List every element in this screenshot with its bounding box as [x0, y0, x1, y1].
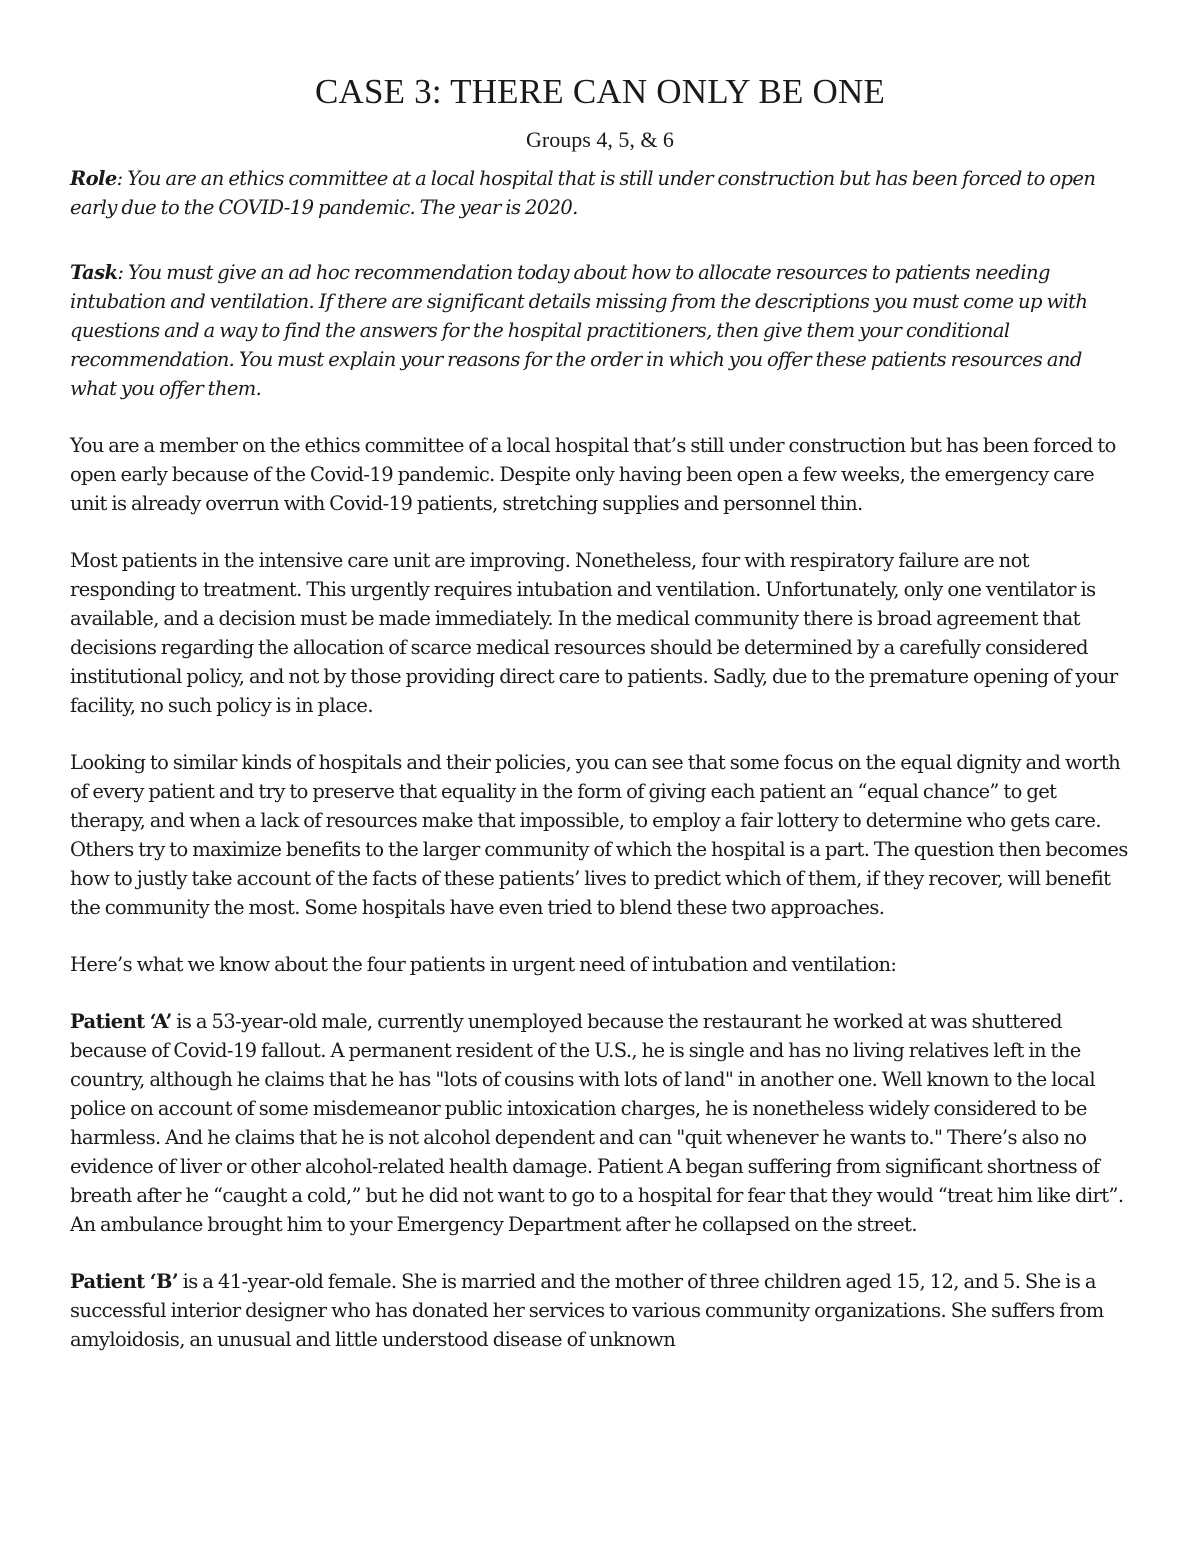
role-text: : You are an ethics committee at a local hospital that is still under construction but has been forced to open early due to the COVID-19 pandemic. The year is 2020.	[70, 167, 1096, 219]
patient-a-text: is a 53-year-old male, currently unemployed because the restaurant he worked at was shuttered because of Covid-19 fallout. A permanent resident of the U.S., he is single and has no living relatives left in the country, although he claims that he has "lots of cousins with lots of land" in another one. Well known to the local police on account of some misdemeanor public intoxication charges, he is nonetheless widely considered to be harmless. And he claims that he is not alcohol dependent and can "quit whenever he wants to." There’s also no evidence of liver or other alcohol-related health damage. Patient A began suffering from significant shortness of breath after he “caught a cold,” but he did not want to go to a hospital for fear that they would “treat him like dirt”. An ambulance brought him to your Emergency Department after he collapsed on the street.	[70, 1010, 1124, 1236]
task-label: Task	[70, 261, 118, 284]
body-paragraph-context: You are a member on the ethics committee of a local hospital that’s still under construction but has been forced to open early because of the Covid-19 pandemic. Despite only having been open a few weeks, the emergency care unit is already overrun with Covid-19 patients, stretching supplies and personnel thin.	[70, 434, 1116, 515]
patient-a-label: Patient ‘A’	[70, 1010, 172, 1033]
document-page	[70, 70, 1130, 1354]
role-label: Role	[70, 167, 117, 190]
patient-b-label: Patient ‘B’	[70, 1270, 179, 1293]
body-paragraph-policies: Looking to similar kinds of hospitals and their policies, you can see that some focus on the equal dignity and worth of every patient and try to preserve that equality in the form of giving each patient an “equal chance” to get therapy, and when a lack of resources make that impossible, to employ a fair lottery to determine who gets care. Others try to maximize benefits to the larger community of which the hospital is a part. The question then becomes how to justly take account of the facts of these patients’ lives to predict which of them, if they recover, will benefit the community the most. Some hospitals have even tried to blend these two approaches.	[70, 751, 1128, 919]
page-title: CASE 3: THERE CAN ONLY BE ONE	[314, 72, 886, 111]
patient-b-text: is a 41-year-old female. She is married and the mother of three children aged 15, 12, and 5. She is a successful interior designer who has donated her services to various community organizations. She suffers from amyloidosis, an unusual and little understood disease of unknown	[70, 1270, 1104, 1351]
task-text: : You must give an ad hoc recommendation today about how to allocate resources to patients needing intubation and ventilation. If there are significant details missing from the descriptions you must come up with questions and a way to find the answers for the hospital practitioners, then give them your conditional recommendation. You must explain your reasons for the order in which you offer these patients resources and what you offer them.	[70, 261, 1088, 400]
patient-b-paragraph	[70, 1267, 1130, 1354]
body-paragraph-intro-patients: Here’s what we know about the four patients in urgent need of intubation and ventilation:	[70, 953, 897, 976]
task-paragraph	[70, 258, 1130, 403]
role-paragraph	[70, 164, 1130, 222]
patient-a-paragraph	[70, 1007, 1130, 1239]
body-paragraph-icu: Most patients in the intensive care unit are improving. Nonetheless, four with respiratory failure are not responding to treatment. This urgently requires intubation and ventilation. Unfortunately, only one ventilator is available, and a decision must be made immediately. In the medical community there is broad agreement that decisions regarding the allocation of scarce medical resources should be determined by a carefully considered institutional policy, and not by those providing direct care to patients. Sadly, due to the premature opening of your facility, no such policy is in place.	[70, 549, 1118, 717]
page-subtitle: Groups 4, 5, & 6	[526, 127, 674, 152]
